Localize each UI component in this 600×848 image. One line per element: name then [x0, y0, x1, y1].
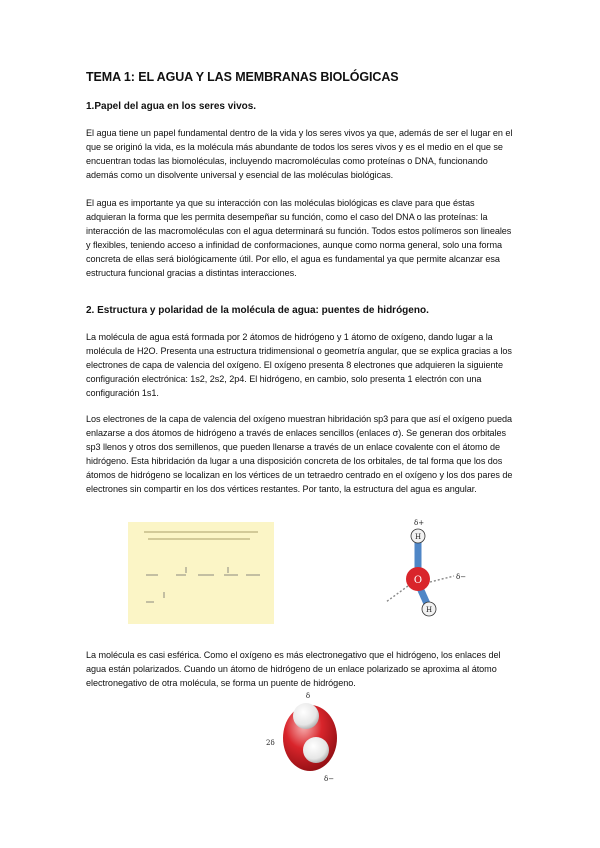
delta-left-label: 2δ: [266, 739, 275, 747]
delta-top-label: δ: [305, 692, 311, 700]
page-title: TEMA 1: EL AGUA Y LAS MEMBRANAS BIOLÓGICAS: [86, 70, 399, 84]
orbital-diagram-panel: [128, 522, 274, 624]
hydrogen-label-bottom: H: [425, 606, 433, 614]
delta-plus-label: δ+: [414, 519, 425, 527]
delta-bottom-label: δ−: [324, 775, 335, 783]
water-ball-stick-model: [362, 516, 472, 638]
section-2-paragraph-2: Los electrones de la capa de valencia del oxígeno muestran hibridación sp3 para que así el oxígeno pueda enlazarse a dos átomos de hidrógeno a través de enlaces sencillos (enlaces σ). Se generan dos orbitales sp3 llenos y otros dos semillenos, que pueden llenarse a través de un enlace covalente con el átomo de hidrógeno. Esta hibridación da lugar a una disposición concreta de los orbitales, de tal forma que los dos átomos de hidrógeno se localizan en los vértices de un tetraedro centrado en el oxígeno y los dos pares de electrones sin compartir en los dos vértices restantes. Por tanto, la estructura del agua es angular.: [86, 414, 513, 495]
hydrogen-label-top: H: [414, 533, 422, 541]
hydrogen-sphere-bottom: [303, 737, 329, 763]
section-1-paragraph-1: El agua tiene un papel fundamental dentro de la vida y los seres vivos ya que, además de ser el lugar en el que se originó la vida, es la molécula más abundante de todos los seres vivos y es el medio en el que se encuentran todas las biomoléculas, incluyendo macromoléculas como proteínas o DNA, funcionando además como un disolvente universal y esencial de las moléculas biológicas.: [86, 128, 513, 181]
section-2-paragraph-1: La molécula de agua está formada por 2 átomos de hidrógeno y 1 átomo de oxígeno, dando lugar a la molécula de H2O. Presenta una estructura tridimensional o geometría angular, que se explica gracias a los electrones de capa de valencia del oxígeno. El oxígeno presenta 8 electrones que adquieren la siguiente configuración electrónica: 1s2, 2s2, 2p4. El hidrógeno, en cambio, solo presenta 1 electrón con una configuración 1s1.: [86, 332, 512, 399]
section-1-heading: 1.Papel del agua en los seres vivos.: [86, 101, 257, 112]
delta-minus-label: δ−: [456, 573, 467, 581]
lone-pair-right: [430, 576, 454, 582]
oxygen-label: O: [413, 575, 423, 586]
section-2-paragraph-3: La molécula es casi esférica. Como el oxígeno es más electronegativo que el hidrógeno, los enlaces del agua están polarizados. Cuando un átomo de hidrógeno de un enlace polarizado se aproxima al átomo electronegativo de otra molécula, se forma un puente de hidrógeno.: [86, 650, 501, 689]
water-space-filling-model: [254, 688, 364, 788]
section-2-heading: 2. Estructura y polaridad de la molécula de agua: puentes de hidrógeno.: [86, 305, 429, 316]
panel-background: [128, 522, 274, 624]
lone-pair-left: [386, 586, 408, 602]
section-1-paragraph-2: El agua es importante ya que su interacción con las moléculas biológicas es clave para que éstas adquieran la forma que les permita desempeñar su función, como el caso del DNA o las proteínas: la interacción de las macromoléculas con el agua determinará su función. Todos estos polímeros son lineales y flexibles, teniendo acceso a infinidad de conformaciones, aunque como norma general, solo una forma concreta de ellas será biológicamente útil. Por ello, el agua es fundamental ya que permite alcanzar esa estructura funcional gracias a distintas interacciones.: [86, 198, 512, 279]
hydrogen-sphere-top: [293, 703, 319, 729]
